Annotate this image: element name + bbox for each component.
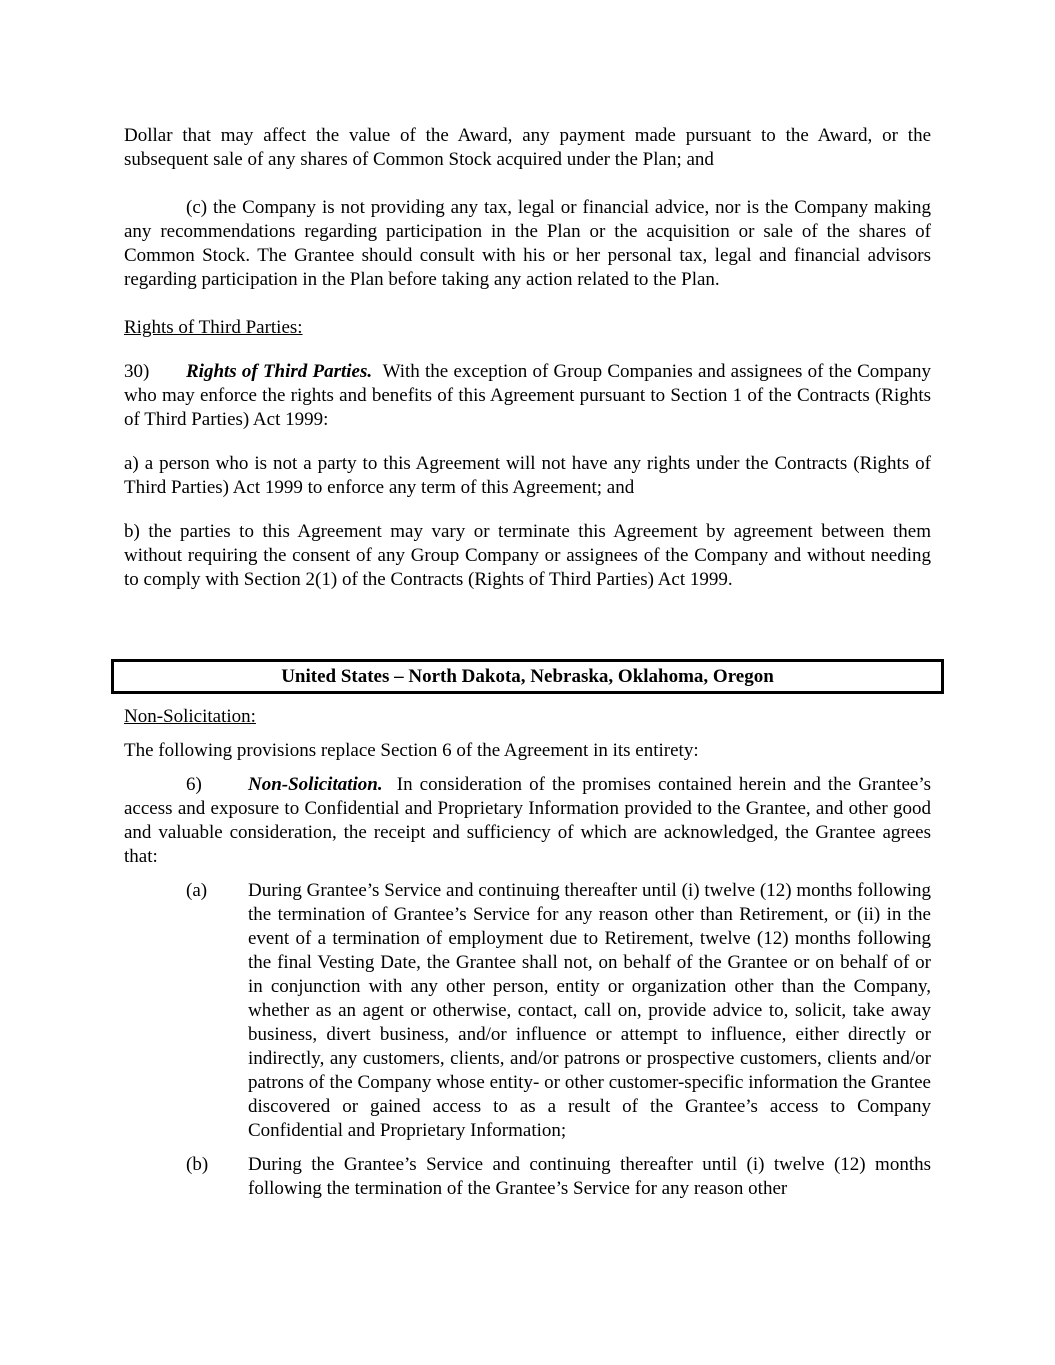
section-30-body: With the exception of Group Companies and assignees of the Company who may enforce the rights and benefits of this Agreement pursuant to Section 1 of the Contracts (Rights of Third Parties) Act 1999:	[124, 361, 931, 430]
jurisdiction-banner: United States – North Dakota, Nebraska, Oklahoma, Oregon	[111, 659, 944, 694]
paragraph-b: b) the parties to this Agreement may vary or terminate this Agreement by agreement between them without requiring the consent of any Group Company or assignees of the Company and without needing to comply with Section 2(1) of the Contracts (Rights of Third Parties) Act 1999.	[124, 521, 931, 590]
section-30-number: 30)	[124, 361, 150, 382]
list-item-a	[124, 879, 931, 1143]
paragraph-c: (c) the Company is not providing any tax, legal or financial advice, nor is the Company making any recommendations regarding participation in the Plan or the acquisition or sale of the shares of Common Stock. The Grantee should consult with his or her personal tax, legal and financial advisors regarding participation in the Plan before taking any action related to the Plan.	[124, 197, 931, 290]
list-item-a-text: During Grantee’s Service and continuing thereafter until (i) twelve (12) months following the termination of Grantee’s Service for any reason other than Retirement, or (ii) in the event of a termination of employment due to Retirement, twelve (12) months following the final Vesting Date, the Grantee shall not, on behalf of the Grantee or on behalf of or in conjunction with any other person, entity or organization other than the Company, whether as an agent or otherwise, contact, call on, provide advice to, solicit, take away business, divert business, and/or influence or attempt to influence, either directly or indirectly, any customers, clients, and/or patrons or prospective customers, clients and/or patrons of the Company whose entity- or other customer-specific information the Grantee discovered or gained access to as a result of the Grantee’s access to Company Confidential and Proprietary Information;	[248, 880, 931, 1141]
paragraph-top: Dollar that may affect the value of the Award, any payment made pursuant to the Award, or the subsequent sale of any shares of Common Stock acquired under the Plan; and	[124, 125, 931, 170]
section-6	[124, 773, 931, 869]
section-30-title: Rights of Third Parties.	[186, 361, 373, 382]
section-6-number: 6)	[186, 774, 202, 795]
heading-non-solicitation-label: Non-Solicitation:	[124, 706, 256, 727]
section-6-title: Non-Solicitation.	[248, 774, 383, 795]
section-6-body: In consideration of the promises contained herein and the Grantee’s access and exposure to Confidential and Proprietary Information provided to the Grantee, and other good and valuable consideration, the receipt and sufficiency of which are acknowledged, the Grantee agrees that:	[124, 774, 932, 867]
list-item-a-label: (a)	[186, 880, 208, 901]
paragraph-a: a) a person who is not a party to this Agreement will not have any rights under the Contracts (Rights of Third Parties) Act 1999 to enforce any term of this Agreement; and	[124, 453, 931, 498]
document-page-lower	[124, 705, 931, 1201]
heading-rights-label: Rights of Third Parties:	[124, 317, 303, 338]
section-30	[124, 360, 931, 432]
list-item-b	[124, 1153, 931, 1201]
paragraph-replace: The following provisions replace Section 6 of the Agreement in its entirety:	[124, 740, 699, 761]
list-item-b-text: During the Grantee’s Service and continuing thereafter until (i) twelve (12) months following the termination of the Grantee’s Service for any reason other	[248, 1154, 931, 1199]
document-page	[124, 124, 931, 592]
heading-rights-of-third-parties	[124, 316, 931, 340]
heading-non-solicitation	[124, 705, 931, 729]
list-item-b-label: (b)	[186, 1154, 209, 1175]
